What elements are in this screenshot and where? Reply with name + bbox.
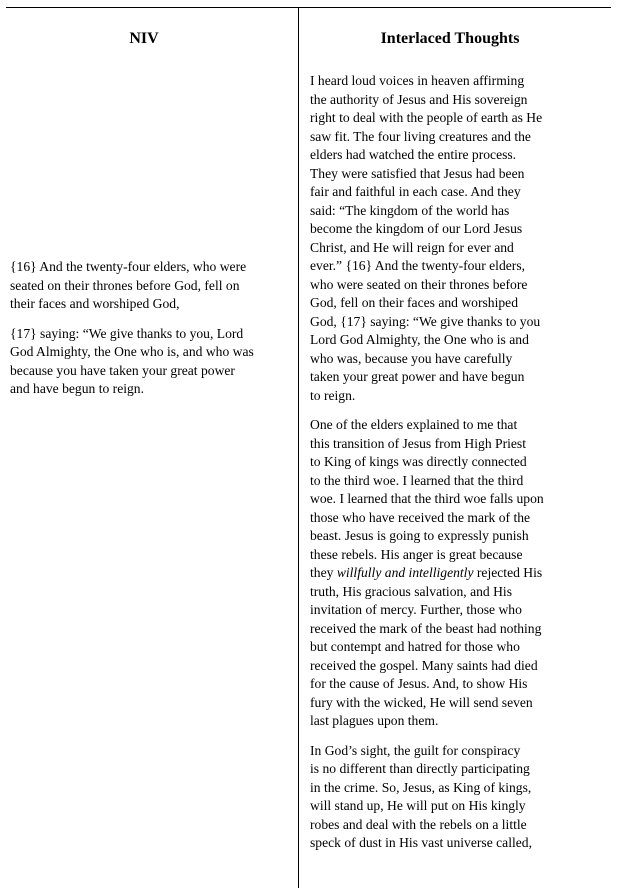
- niv-column-header: NIV: [129, 30, 159, 47]
- interlaced-line: truth, His gracious salvation, and His: [310, 583, 512, 599]
- text-segment: rejected His: [473, 565, 543, 581]
- interlaced-line: said: “The kingdom of the world has: [310, 202, 510, 218]
- top-rule: [6, 7, 611, 8]
- interlaced-line: beast. Jesus is going to expressly punish: [310, 528, 529, 544]
- niv-line: their faces and worshiped God,: [10, 296, 180, 311]
- interlaced-line: Christ, and He will reign for ever and: [310, 239, 514, 255]
- interlaced-line: fair and faithful in each case. And they: [310, 184, 521, 199]
- interlaced-line: to King of kings was directly connected: [310, 454, 527, 470]
- interlaced-line: right to deal with the people of earth as He: [310, 110, 543, 125]
- text-segment: they: [310, 565, 337, 581]
- interlaced-line: last plagues upon them.: [310, 713, 439, 729]
- interlaced-line: for the cause of Jesus. And, to show His: [310, 676, 528, 692]
- interlaced-line: those who have received the mark of the: [310, 509, 531, 525]
- interlaced-line: [310, 564, 542, 583]
- niv-line: and have begun to reign.: [10, 381, 145, 397]
- interlaced-line: saw fit. The four living creatures and the: [310, 128, 531, 144]
- interlaced-line: the authority of Jesus and His sovereign: [310, 91, 528, 107]
- niv-line: because you have taken your great power: [10, 362, 235, 378]
- interlaced-line: to reign.: [310, 387, 356, 403]
- interlaced-line: who was, because you have carefully: [310, 350, 513, 366]
- interlaced-line: robes and deal with the rebels on a little: [310, 816, 527, 832]
- interlaced-column-header: Interlaced Thoughts: [380, 30, 520, 47]
- interlaced-line: In God’s sight, the guilt for conspiracy: [310, 742, 521, 758]
- interlaced-line: woe. I learned that the third woe falls upon: [310, 491, 544, 507]
- interlaced-line: will stand up, He will put on His kingly: [310, 798, 526, 814]
- interlaced-line: One of the elders explained to me that: [310, 417, 518, 433]
- interlaced-line: these rebels. His anger is great because: [310, 546, 523, 562]
- interlaced-line: taken your great power and have begun: [310, 369, 525, 384]
- interlaced-line: invitation of mercy. Further, those who: [310, 602, 522, 618]
- interlaced-line: They were satisfied that Jesus had been: [310, 165, 525, 181]
- interlaced-line: in the crime. So, Jesus, as King of kings,: [310, 779, 532, 795]
- interlaced-line: I heard loud voices in heaven affirming: [310, 73, 525, 88]
- niv-line: {16} And the twenty-four elders, who were: [10, 259, 247, 274]
- interlaced-line: God, fell on their faces and worshiped: [310, 295, 518, 310]
- interlaced-line: is no different than directly participating: [310, 761, 530, 777]
- interlaced-line: this transition of Jesus from High Priest: [310, 435, 526, 451]
- column-divider: [298, 7, 299, 888]
- interlaced-line: received the gospel. Many saints had died: [310, 657, 538, 673]
- interlaced-line: who were seated on their thrones before: [310, 276, 528, 292]
- interlaced-line: become the kingdom of our Lord Jesus: [310, 221, 523, 236]
- interlaced-line: to the third woe. I learned that the third: [310, 472, 524, 488]
- interlaced-line: ever.” {16} And the twenty-four elders,: [310, 258, 526, 273]
- emphasis-text: willfully and intelligently: [336, 565, 474, 581]
- niv-line: seated on their thrones before God, fell on: [10, 277, 240, 293]
- interlaced-line: received the mark of the beast had nothing: [310, 620, 542, 636]
- interlaced-line: Lord God Almighty, the One who is and: [310, 332, 529, 347]
- interlaced-line: elders had watched the entire process.: [310, 147, 517, 162]
- interlaced-line: fury with the wicked, He will send seven: [310, 694, 533, 710]
- niv-line: {17} saying: “We give thanks to you, Lord: [10, 325, 244, 341]
- niv-line: God Almighty, the One who is, and who was: [10, 344, 254, 360]
- interlaced-line: but contempt and hatred for those who: [310, 639, 520, 655]
- interlaced-line: speck of dust in His vast universe called,: [310, 835, 532, 851]
- interlaced-line: God, {17} saying: “We give thanks to you: [310, 313, 541, 329]
